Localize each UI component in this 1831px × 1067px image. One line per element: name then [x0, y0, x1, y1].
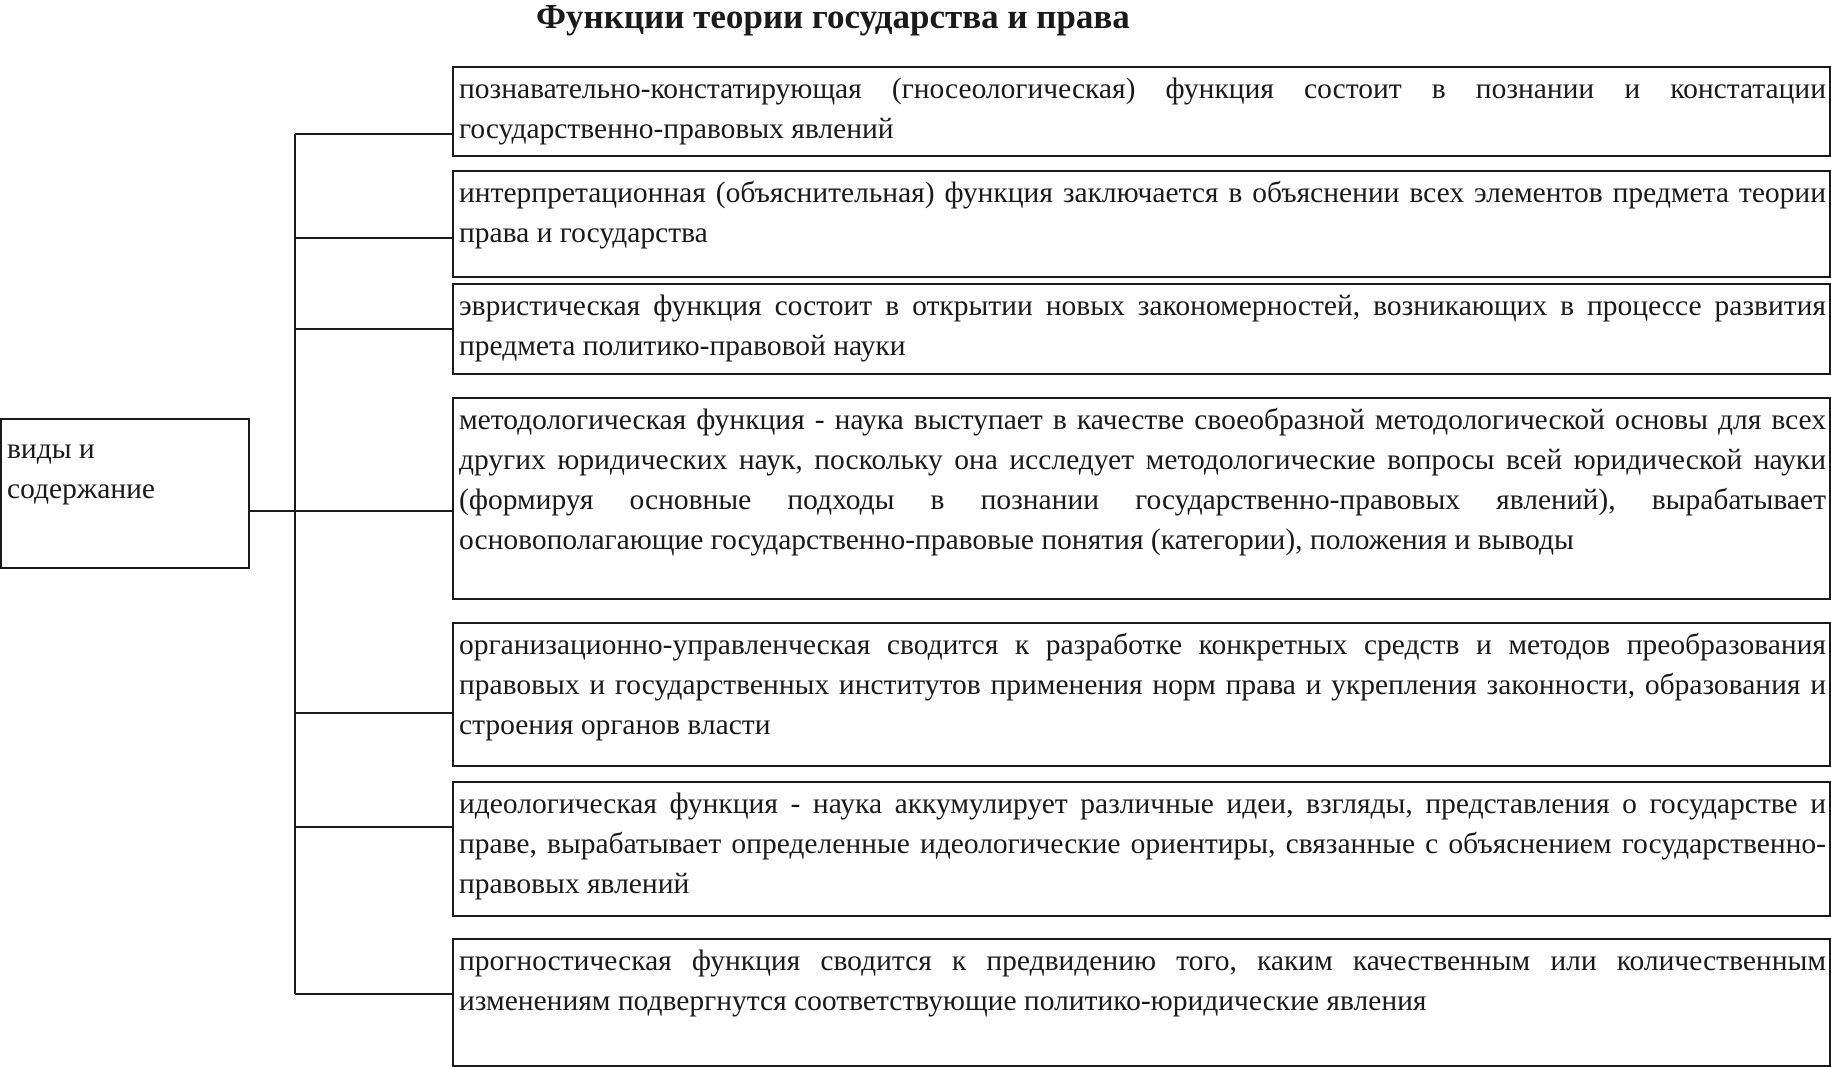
diagram-title: Функции теории государства и права — [536, 0, 1130, 36]
function-box-organizational: организационно-управленческая сводится к разработке конкретных средств и методов преобразования правовых и государственных институтов применения норм права и укрепления законности, образования и строения органов власти — [452, 622, 1831, 767]
function-box-ideological: идеологическая функция - наука аккумулирует различные идеи, взгляды, представления о государстве и праве, вырабатывает определенные идеологические ориентиры, связанные с объяснением государственно-правовых явлений — [452, 781, 1831, 917]
function-box-methodological: методологическая функция - наука выступает в качестве своеобразной методологической основы для всех других юридических наук, поскольку она исследует методологические вопросы всей юридической науки (формируя основные подходы в познании государственно-правовых явлений), вырабатывает основополагающие государственно-правовые понятия (категории), положения и выводы — [452, 397, 1831, 600]
function-box-prognostic: прогностическая функция сводится к предвидению того, каким качественным или количественным изменениям подвергнутся соответствующие политико-юридические явления — [452, 938, 1831, 1067]
function-box-interpretive: интерпретационная (объяснительная) функция заключается в объяснении всех элементов предмета теории права и государства — [452, 170, 1831, 278]
source-box: виды и содержание — [0, 418, 250, 569]
function-box-heuristic: эвристическая функция состоит в открытии новых закономерностей, возникающих в процессе развития предмета политико-правовой науки — [452, 283, 1831, 375]
function-box-cognitive: познавательно-констатирующая (гносеологическая) функция состоит в познании и констатации государственно-правовых явлений — [452, 66, 1831, 157]
